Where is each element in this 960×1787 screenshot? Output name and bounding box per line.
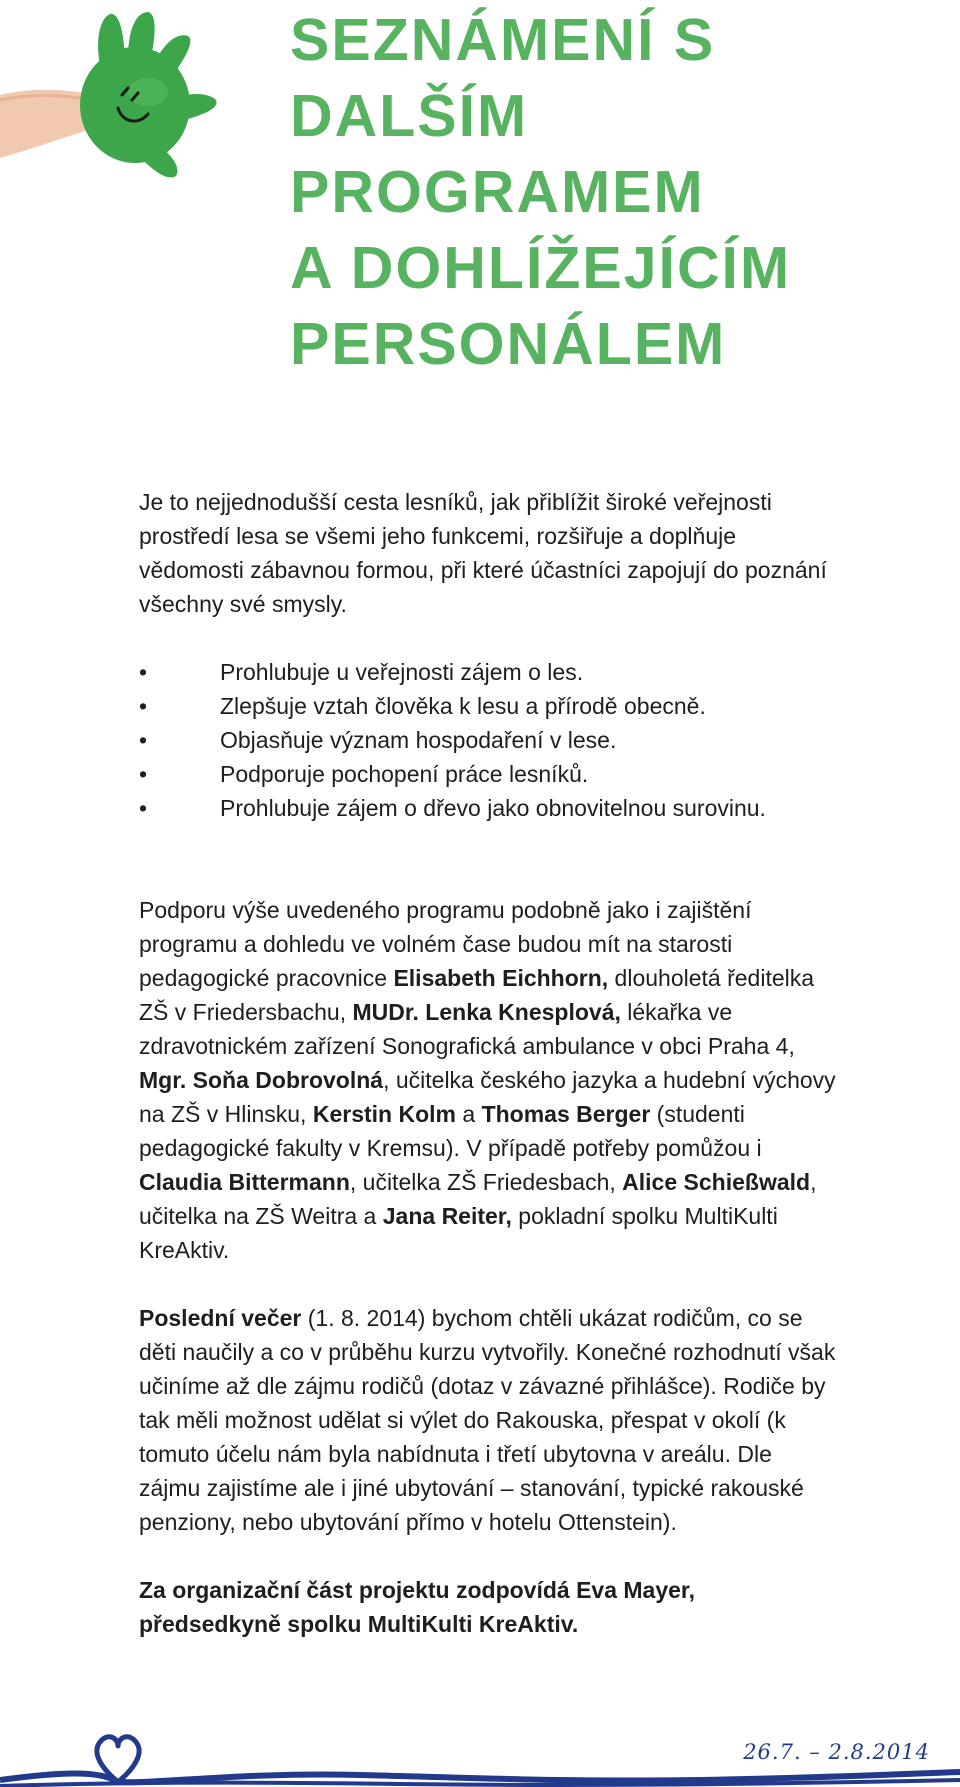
organizer-note: Za organizační část projektu zodpovídá Eva Mayer, předsedkyně spolku MultiKulti KreAktiv. [139,1577,695,1637]
staff-name: Mgr. Soňa Dobrovolná [139,1067,384,1093]
title-line: DALŠÍM [290,83,529,149]
list-item-text: Podporuje pochopení práce lesníků. [220,761,589,787]
staff-text: , učitelka českého jazyka a hudební výchovy na ZŠ v Hlinsku, [139,1067,836,1127]
list-item-text: Objasňuje význam hospodaření v lese. [220,727,617,753]
staff-text: pokladní spolku MultiKulti KreAktiv. [139,1203,778,1263]
list-item [139,723,839,757]
staff-text: (studenti pedagogické fakulty v Kremsu). V případě potřeby pomůžou i [139,1101,762,1161]
last-evening-text: (1. 8. 2014) bychom chtěli ukázat rodičům, co se děti naučily a co v průběhu kurzu vytvořily. Konečné rozhodnutí však učiníme až dle zájmu rodičů (dotaz v závazné přihlášce). Rodiče by tak měli možnost udělat si výlet do Rakouska, přespat v okolí (k tomuto účelu nám byla nabídnuta i třetí ubytovna v areálu. Dle zájmu zajistíme ale i jiné ubytování – stanování, typické rakouské penziony, nebo ubytování přímo v hotelu Ottenstein). [139,1305,836,1535]
list-item-text: Prohlubuje zájem o dřevo jako obnovitelnou surovinu. [220,795,766,821]
main-content [139,485,839,1641]
list-item [139,757,839,791]
title-line: A DOHLÍŽEJÍCÍM [290,235,792,301]
title-line: PERSONÁLEM [290,311,727,377]
staff-text: dlouholetá ředitelka ZŠ v Friedersbachu, [139,965,815,1025]
bullet-icon: • [139,727,148,753]
bullet-icon: • [139,761,148,787]
staff-text: lékařka ve zdravotnickém zařízení Sonografická ambulance v obci Praha 4, [139,999,795,1059]
list-item [139,655,839,689]
green-hand-illustration [0,0,240,190]
staff-name: Kerstin Kolm [312,1101,456,1127]
bullet-icon: • [139,659,148,685]
list-item-text: Prohlubuje u veřejnosti zájem o les. [220,659,584,685]
staff-name: Alice Schießwald [622,1169,811,1195]
staff-name: Elisabeth Eichhorn, [393,965,609,991]
bullet-icon: • [139,693,148,719]
staff-name: Jana Reiter, [382,1203,512,1229]
list-item [139,791,839,825]
staff-text: , učitelka na ZŠ Weitra a [139,1169,817,1229]
last-evening-paragraph [139,1301,839,1539]
benefits-list [139,655,839,825]
staff-name: MUDr. Lenka Knesplová, [352,999,621,1025]
title-line: SEZNÁMENÍ S [290,7,716,73]
staff-text: Podporu výše uvedeného programu podobně jako i zajištění programu a dohledu ve volném čase budou mít na starosti pedagogické pracovnice [139,897,752,991]
staff-text: a [455,1101,482,1127]
staff-name: Claudia Bittermann [139,1169,350,1195]
list-item [139,689,839,723]
staff-paragraph [139,893,839,1267]
bullet-icon: • [139,795,148,821]
staff-name: Thomas Berger [481,1101,651,1127]
staff-text: , učitelka ZŠ Friedesbach, [349,1169,623,1195]
title-line: PROGRAMEM [290,159,705,225]
list-item-text: Zlepšuje vztah člověka k lesu a přírodě obecně. [220,693,706,719]
last-evening-label: Poslední večer [139,1305,302,1331]
page-title [290,2,791,382]
event-dates: 26.7. – 2.8.2014 [743,1740,930,1764]
intro-paragraph: Je to nejjednodušší cesta lesníků, jak přiblížit široké veřejnosti prostředí lesa se všemi jeho funkcemi, rozšiřuje a doplňuje vědomosti zábavnou formou, při které účastníci zapojují do poznání všechny své smysly. [139,489,827,617]
